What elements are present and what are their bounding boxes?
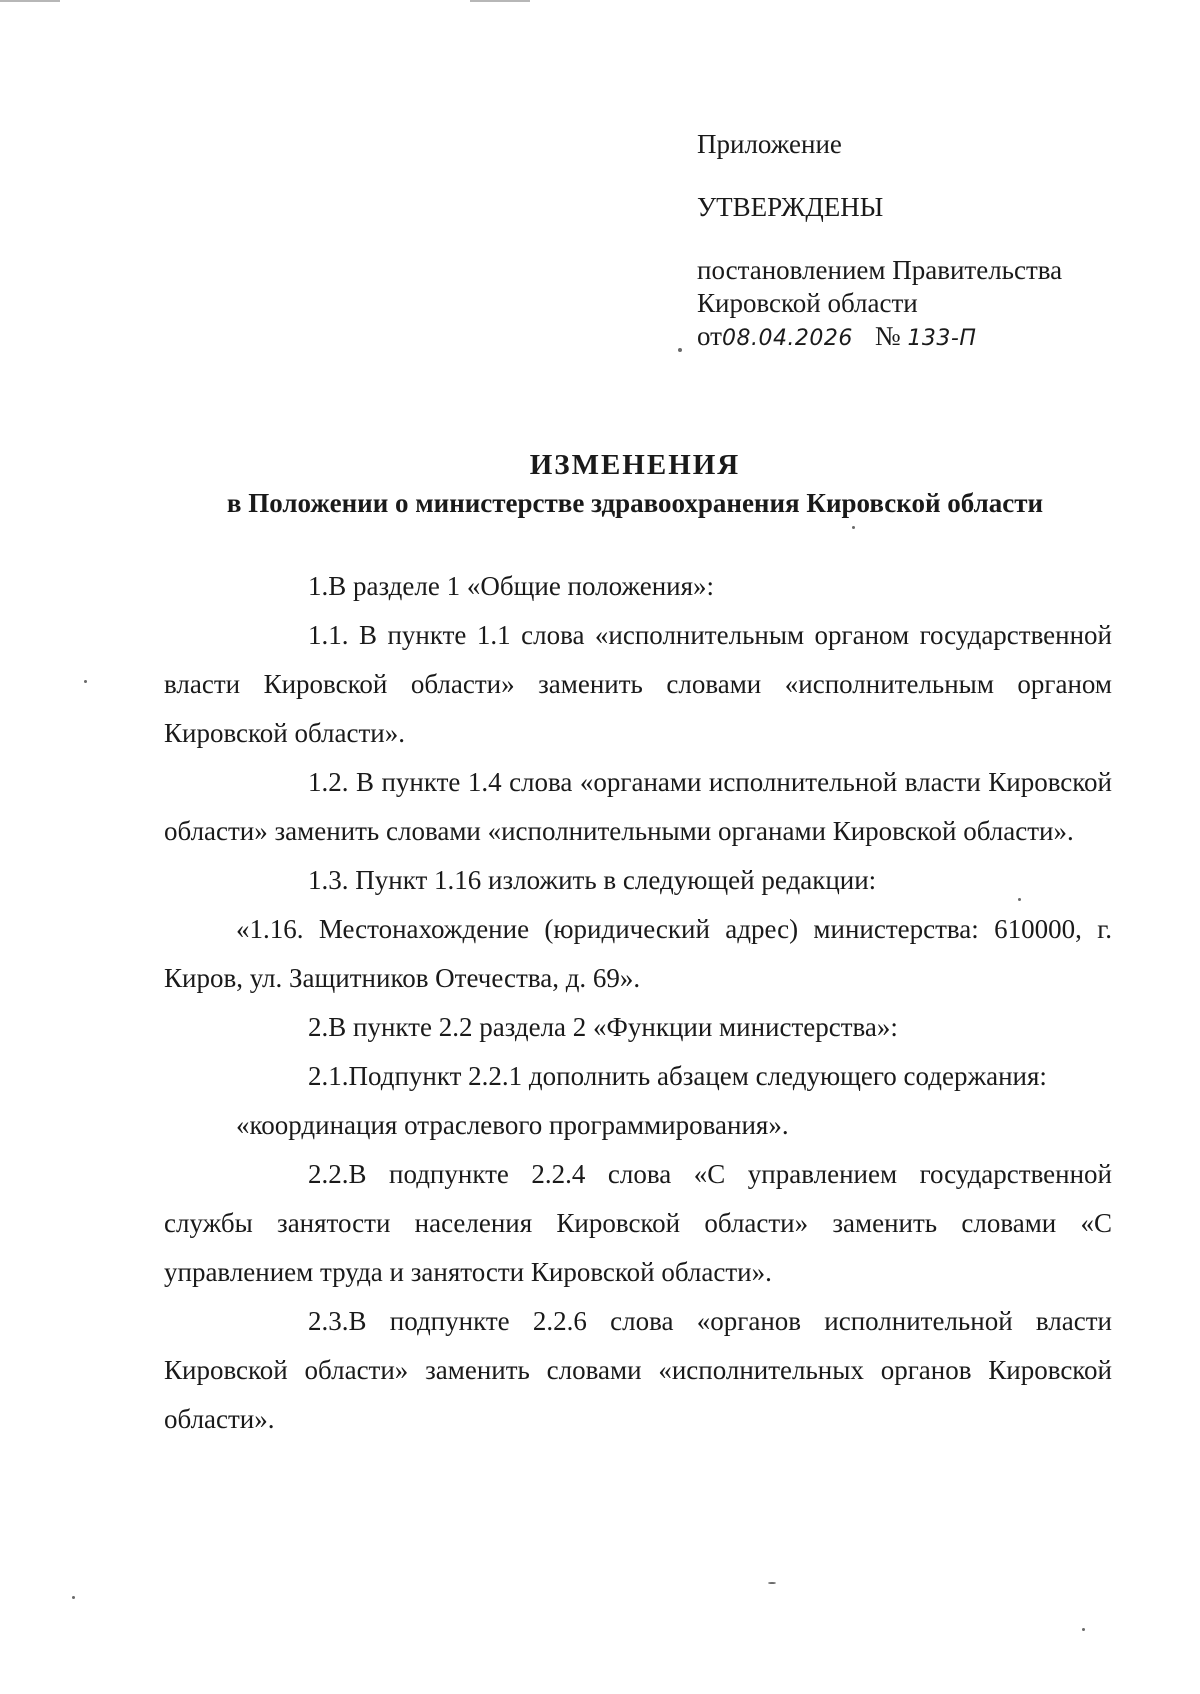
list-item: «координация отраслевого программирования». [236, 1110, 789, 1140]
title-block [150, 447, 1120, 521]
list-item: 1.3. Пункт 1.16 изложить в следующей редакции: [308, 865, 877, 895]
list-item: 2.2.В подпункте 2.2.4 слова «С управлением государственной службы занятости населения Кировской области» заменить словами «С управлением труда и занятости Кировской области». [164, 1159, 1112, 1287]
list-item: 1.1. В пункте 1.1 слова «исполнительным органом государственной власти Кировской области» заменить словами «исполнительным органом Кировской области». [164, 620, 1113, 748]
number-prefix: № [874, 321, 901, 351]
document-subtitle: в Положении о министерстве здравоохранения Кировской области [226, 488, 1044, 518]
list-item: «1.16. Местонахождение (юридический адрес) министерства: 610000, г. Киров, ул. Защитников Отечества, д. 69». [164, 914, 1112, 993]
scan-dot [678, 348, 682, 352]
list-item: 2.В пункте 2.2 раздела 2 «Функции министерства»: [308, 1012, 898, 1042]
handwritten-date: 08.04.2026 [721, 326, 853, 351]
list-item: 1.В разделе 1 «Общие положения»: [308, 571, 715, 601]
document-title: ИЗМЕНЕНИЯ [529, 449, 741, 481]
region-line: Кировской области [697, 288, 918, 318]
scan-dot [72, 1596, 75, 1599]
date-prefix: от [697, 321, 722, 351]
appendix-label: Приложение [697, 129, 842, 159]
list-item: 2.1.Подпункт 2.2.1 дополнить абзацем следующего содержания: [308, 1061, 1047, 1091]
date-number-line [697, 320, 1177, 355]
approval-block [697, 128, 1177, 355]
scan-mark-top-2 [470, 0, 530, 2]
scan-dot [768, 1582, 776, 1584]
list-item: 2.3.В подпункте 2.2.6 слова «органов исполнительной власти Кировской области» заменить словами «исполнительных органов Кировской области». [164, 1306, 1112, 1434]
list-item: 1.2. В пункте 1.4 слова «органами исполнительной власти Кировской области» заменить словами «исполнительными органами Кировской области». [164, 767, 1112, 846]
approved-by-line: постановлением Правительства [697, 255, 1063, 285]
scan-mark-top [0, 0, 60, 2]
scan-dot [852, 526, 855, 529]
handwritten-number: 133-П [907, 326, 977, 351]
document-body [164, 562, 1112, 1444]
scan-dot [84, 680, 87, 683]
scan-dot [1082, 1628, 1085, 1631]
approved-label: УТВЕРЖДЕНЫ [697, 192, 884, 222]
